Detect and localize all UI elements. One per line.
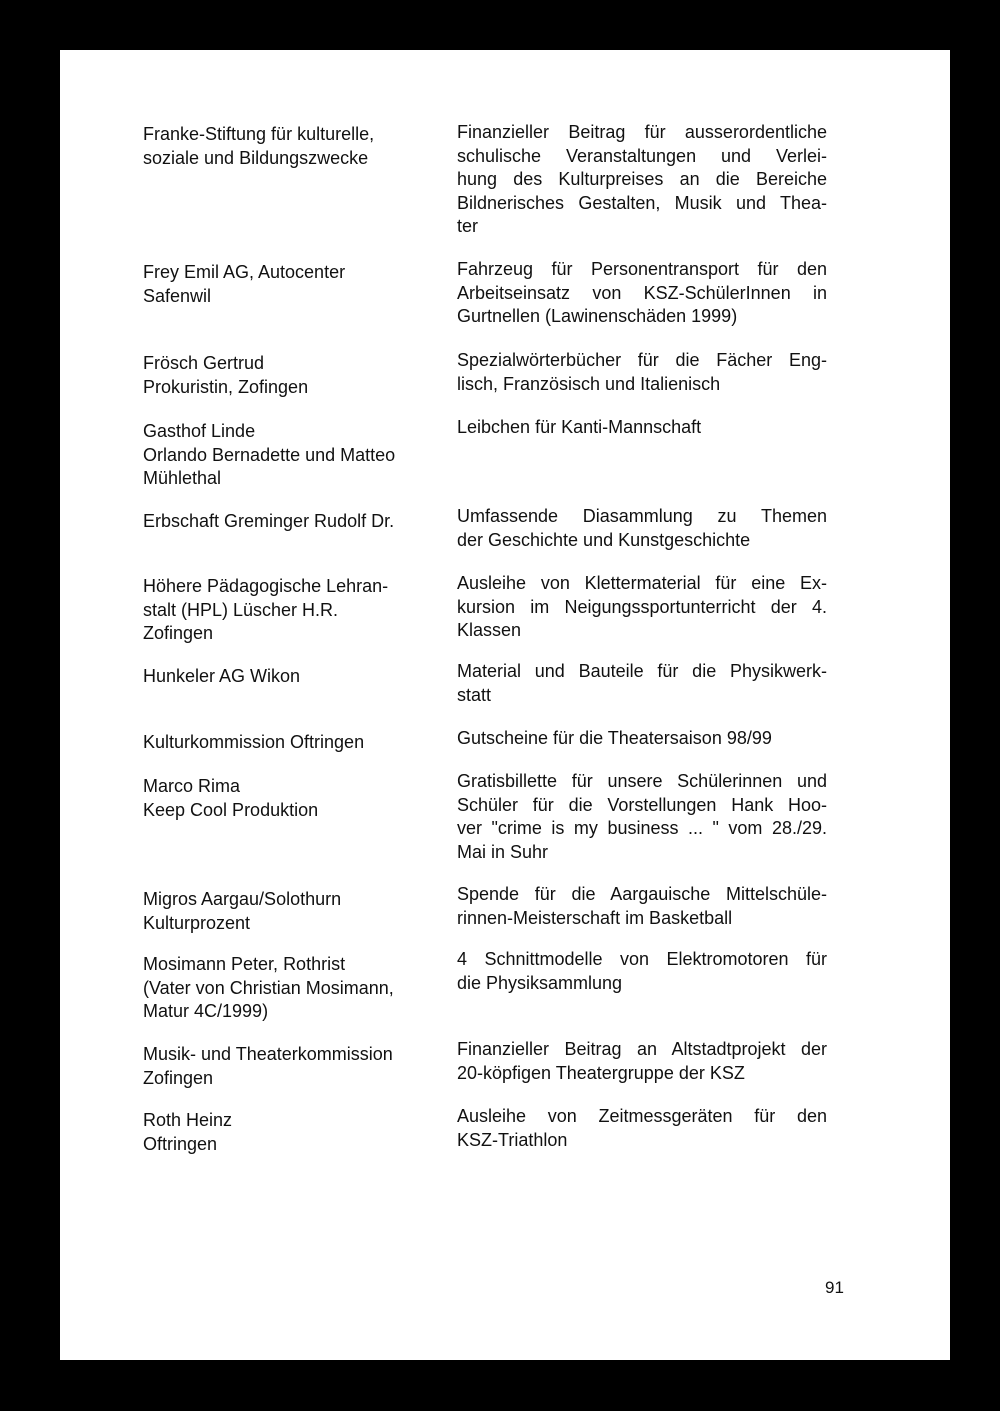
donor-name: Kulturkommission Oftringen	[143, 732, 365, 752]
page-number: 91	[825, 1278, 844, 1297]
gift-description: Ausleihe von Zeitmessgeräten für den KSZ-Triathlon	[457, 1106, 827, 1150]
gift-description: Gratisbillette für unsere Schülerinnen und Schüler für die Vorstellungen Hank Hoo- ver "crime is my business ... " vom 28./29. Mai in Suhr	[457, 771, 827, 862]
donor-name: Marco Rima Keep Cool Produktion	[143, 776, 319, 820]
gift-description: Spezialwörterbücher für die Fächer Eng- lisch, Französisch und Italienisch	[457, 350, 827, 394]
donor-name: Roth Heinz Oftringen	[143, 1110, 233, 1154]
donor-name: Höhere Pädagogische Lehran- stalt (HPL) Lüscher H.R. Zofingen	[143, 576, 389, 643]
gift-description: Gutscheine für die Theatersaison 98/99	[457, 728, 772, 748]
gift-description: Spende für die Aargauische Mittelschüle- rinnen-Meisterschaft im Basketball	[457, 884, 827, 928]
donor-name: Hunkeler AG Wikon	[143, 666, 301, 686]
donor-name: Gasthof Linde Orlando Bernadette und Matteo Mühlethal	[143, 421, 396, 488]
gift-description: Ausleihe von Klettermaterial für eine Ex- kursion im Neigungssportunterricht der 4. Klassen	[457, 573, 827, 640]
donor-name: Migros Aargau/Solothurn Kulturprozent	[143, 889, 342, 933]
donor-name: Mosimann Peter, Rothrist (Vater von Christian Mosimann, Matur 4C/1999)	[143, 954, 394, 1021]
donor-name: Erbschaft Greminger Rudolf Dr.	[143, 511, 395, 531]
gift-description: Umfassende Diasammlung zu Themen der Geschichte und Kunstgeschichte	[457, 506, 827, 550]
donor-name: Franke-Stiftung für kulturelle, soziale und Bildungszwecke	[143, 124, 375, 168]
gift-description: Finanzieller Beitrag an Altstadtprojekt der 20-köpfigen Theatergruppe der KSZ	[457, 1039, 827, 1083]
donor-name: Frösch Gertrud Prokuristin, Zofingen	[143, 353, 309, 397]
document-page	[60, 50, 950, 1360]
donor-name: Musik- und Theaterkommission Zofingen	[143, 1044, 393, 1088]
gift-description: Leibchen für Kanti-Mannschaft	[457, 417, 702, 437]
donor-name: Frey Emil AG, Autocenter Safenwil	[143, 262, 346, 306]
gift-description: Material und Bauteile für die Physikwerk- statt	[457, 661, 827, 705]
gift-description: Finanzieller Beitrag für ausserordentliche schulische Veranstaltungen und Verlei- hung des Kulturpreises an die Bereiche Bildnerisches Gestalten, Musik und Thea- ter	[457, 122, 827, 236]
gift-description: 4 Schnittmodelle von Elektromotoren für die Physiksammlung	[457, 949, 827, 993]
gift-description: Fahrzeug für Personentransport für den Arbeitseinsatz von KSZ-SchülerInnen in Gurtnellen (Lawinenschäden 1999)	[457, 259, 827, 326]
